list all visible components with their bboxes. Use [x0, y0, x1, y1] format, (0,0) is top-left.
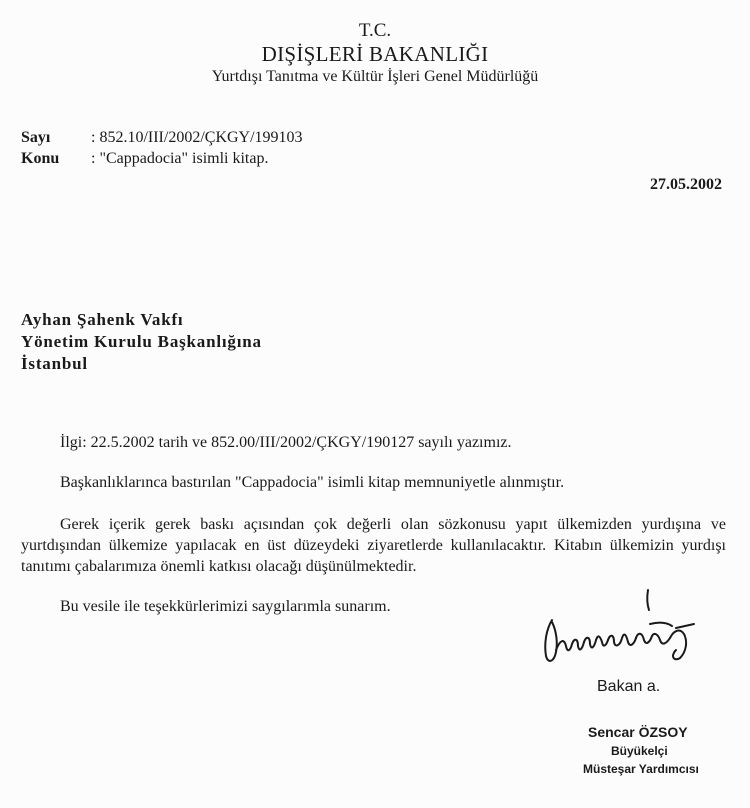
signer-title-1: Büyükelçi — [611, 744, 668, 758]
sayi-label: Sayı — [21, 129, 51, 146]
closing-line: Bu vesile ile teşekkürlerimizi saygılarımla sunarım. — [60, 598, 391, 615]
handwritten-signature — [530, 586, 705, 681]
department-name: Yurtdışı Tanıtma ve Kültür İşleri Genel Müdürlüğü — [211, 68, 539, 85]
letter-date: 27.05.2002 — [650, 176, 722, 193]
signature-for: Bakan a. — [597, 678, 661, 695]
recipient-line-1: Ayhan Şahenk Vakfı — [21, 310, 184, 329]
konu-label: Konu — [21, 150, 60, 167]
konu-value: : "Cappadocia" isimli kitap. — [91, 150, 269, 167]
signer-title-2: Müsteşar Yardımcısı — [583, 762, 699, 776]
signer-name: Sencar ÖZSOY — [588, 724, 688, 740]
body-paragraph-1: Başkanlıklarınca bastırılan "Cappadocia" isimli kitap memnuniyetle alınmıştır. — [60, 474, 565, 491]
state-abbrev: T.C. — [358, 20, 392, 41]
subject-line — [21, 150, 268, 168]
body-paragraph-2: Gerek içerik gerek baskı açısından çok değerli olan sözkonusu yapıt ülkemizden yurdışına ve yurtdışından ülkemize yapılacak en üst düzeydeki ziyaretlerde kullanılacaktır. Kitabın ülkemizin yurdışı tanıtımı çabalarımıza önemli katkısı olacağı düşünülmektedir. — [21, 516, 726, 575]
ilgi-line: İlgi: 22.5.2002 tarih ve 852.00/III/2002/ÇKGY/190127 sayılı yazımız. — [60, 434, 512, 451]
recipient-line-3: İstanbul — [21, 354, 88, 373]
ministry-name: DIŞİŞLERİ BAKANLIĞI — [261, 42, 489, 66]
reference-number — [21, 129, 303, 147]
sayi-value: : 852.10/III/2002/ÇKGY/199103 — [91, 129, 303, 146]
recipient-line-2: Yönetim Kurulu Başkanlığına — [21, 332, 262, 351]
